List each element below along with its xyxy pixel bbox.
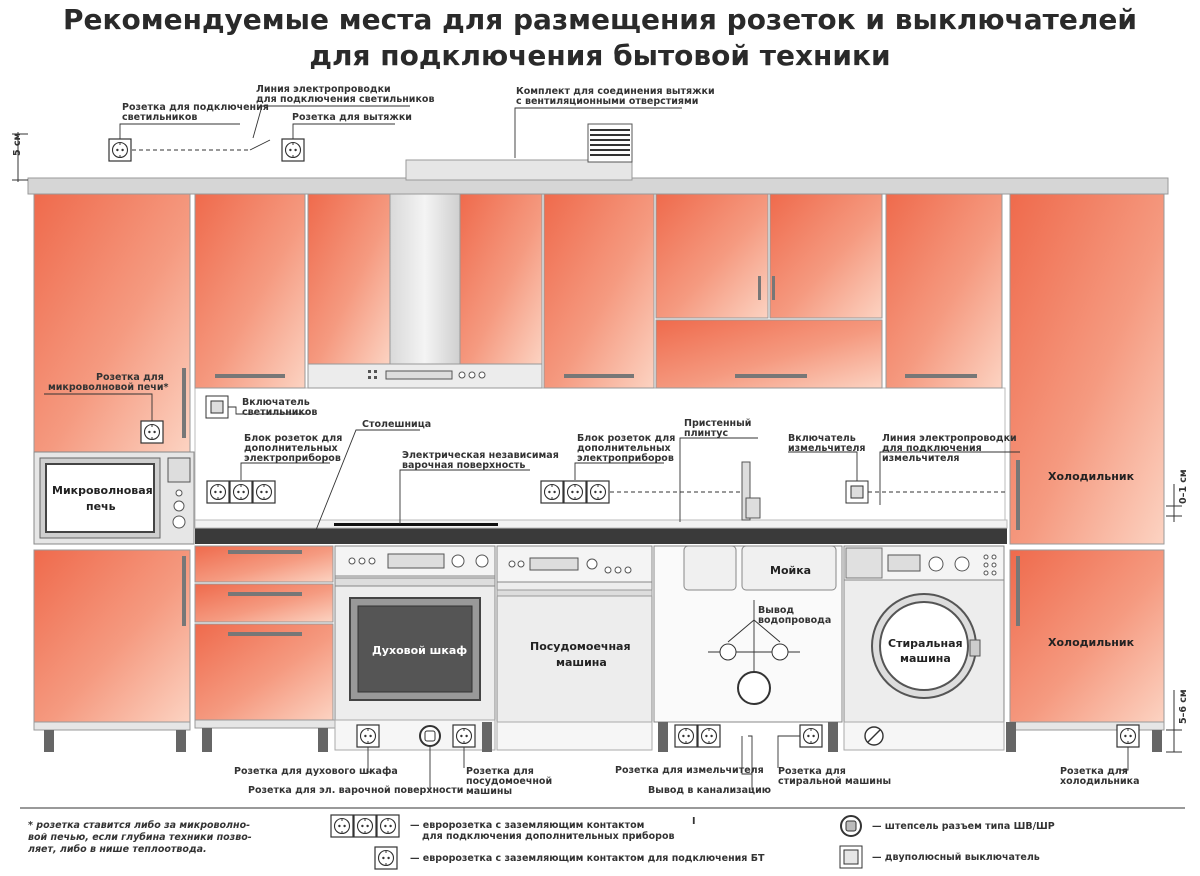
- label-grinder-switch-2: измельчителя: [788, 443, 866, 454]
- socket-grinder-icon: [675, 725, 720, 747]
- label-hob-socket: Розетка для эл. варочной поверхности: [248, 785, 464, 796]
- socket-block-left-icon: [207, 481, 275, 503]
- label-washer-socket-2: стиральной машины: [778, 776, 892, 787]
- label-microwave-socket-2: микроволновой печи*: [48, 382, 169, 393]
- legend-euro-single-icon: [375, 847, 397, 869]
- washer-label-2: машина: [900, 652, 951, 665]
- label-block-right-3: электроприборов: [577, 453, 674, 464]
- label-hood-kit-1: Комплект для соединения вытяжки: [516, 86, 715, 97]
- legend-plug: — штепсель разъем типа ШВ/ШР: [872, 821, 1055, 832]
- legend-euro-block-2: для подключения дополнительных приборов: [422, 831, 675, 842]
- legend-switch: — двуполюсный выключатель: [872, 852, 1040, 863]
- socket-lamp-icon: [109, 139, 131, 161]
- label-plinth-2: плинтус: [684, 428, 729, 439]
- label-lamp-switch-2: светильников: [242, 407, 318, 418]
- label-fridge-socket-2: холодильника: [1060, 776, 1140, 787]
- dishwasher-label-2: машина: [556, 656, 607, 669]
- socket-microwave-icon: [141, 421, 163, 443]
- dim-0-1cm: 0–1 см: [1178, 469, 1189, 504]
- dim-5cm: 5 см: [12, 132, 23, 156]
- label-microwave-socket-1: Розетка для: [96, 372, 164, 383]
- socket-block-right-icon: [541, 481, 609, 503]
- page-title-line1: Рекомендуемые места для размещения розеток и выключателей: [62, 3, 1138, 36]
- label-block-left-3: электроприборов: [244, 453, 341, 464]
- label-block-right-1: Блок розеток для: [577, 433, 676, 444]
- shutoff-valve-icon: [865, 727, 883, 745]
- label-grinder-line-2: для подключения: [882, 443, 982, 454]
- legend-note-3: ляет, либо в нише теплоотвода.: [28, 844, 207, 855]
- label-dishwasher-socket-2: посудомоечной: [466, 776, 553, 787]
- label-hob-1: Электрическая независимая: [402, 450, 559, 461]
- label-hob-2: варочная поверхность: [402, 460, 526, 471]
- switch-grinder-icon: [846, 481, 868, 503]
- label-fridge-socket-1: Розетка для: [1060, 766, 1128, 777]
- label-block-right-2: дополнительных: [577, 443, 671, 454]
- socket-fridge-icon: [1117, 725, 1139, 747]
- legend-note-1: * розетка ставится либо за микроволно-: [28, 820, 251, 831]
- label-water-outlet-2: водопровода: [758, 615, 832, 626]
- label-block-left-1: Блок розеток для: [244, 433, 343, 444]
- socket-washer-icon: [800, 725, 822, 747]
- label-lamp-line-2: для подключения светильников: [256, 94, 435, 105]
- legend-page-mark: I: [692, 816, 696, 827]
- label-block-left-2: дополнительных: [244, 443, 338, 454]
- label-water-outlet-1: Вывод: [758, 605, 795, 616]
- vent-grille-icon: [588, 124, 632, 162]
- legend-euro-single: — евророзетка с заземляющим контактом для подключения БТ: [410, 853, 765, 864]
- label-lamp-socket-2: светильников: [122, 112, 198, 123]
- label-oven-socket: Розетка для духового шкафа: [234, 766, 398, 777]
- label-lamp-socket-1: Розетка для подключения: [122, 102, 269, 113]
- page-title-line2: для подключения бытовой техники: [309, 39, 891, 72]
- legend-switch-icon: [840, 846, 862, 868]
- label-dishwasher-socket-1: Розетка для: [466, 766, 534, 777]
- fridge-label-top: Холодильник: [1048, 470, 1135, 483]
- microwave-label-1: Микроволновая: [52, 484, 153, 497]
- sink-label: Мойка: [770, 564, 812, 577]
- label-hood-kit-2: с вентиляционными отверстиями: [516, 96, 699, 107]
- label-grinder-line-3: измельчителя: [882, 453, 960, 464]
- washer-label-1: Стиральная: [888, 637, 963, 650]
- label-lamp-switch-1: Включатель: [242, 397, 310, 408]
- oven-label: Духовой шкаф: [372, 644, 468, 657]
- label-washer-socket-1: Розетка для: [778, 766, 846, 777]
- cabinet-left-top: [34, 194, 190, 452]
- legend-euro-block-1: — евророзетка с заземляющим контактом: [410, 820, 645, 831]
- dim-5-6cm: 5–6 см: [1178, 689, 1189, 724]
- plug-hob-icon: [420, 726, 440, 746]
- microwave-label-2: печь: [86, 500, 116, 513]
- legend-plug-icon: [841, 816, 861, 836]
- label-hood-socket: Розетка для вытяжки: [292, 112, 412, 123]
- label-grinder-switch-1: Включатель: [788, 433, 856, 444]
- label-drain: Вывод в канализацию: [648, 785, 771, 796]
- socket-hood-icon: [282, 139, 304, 161]
- legend-note-2: вой печью, если глубина техники позво-: [28, 832, 252, 843]
- fridge-label-bottom: Холодильник: [1048, 636, 1135, 649]
- socket-oven-icon: [357, 725, 379, 747]
- cabinet-upper-1: [195, 194, 305, 388]
- label-grinder-line-1: Линия электропроводки: [882, 433, 1017, 444]
- label-countertop: Столешница: [362, 419, 432, 430]
- legend-euro-block-icon: [331, 815, 399, 837]
- label-grinder-socket: Розетка для измельчителя: [615, 765, 764, 776]
- label-plinth-1: Пристенный: [684, 418, 752, 429]
- dishwasher-label-1: Посудомоечная: [530, 640, 631, 653]
- switch-lamp-icon: [206, 396, 228, 418]
- label-dishwasher-socket-3: машины: [466, 786, 513, 797]
- socket-dishwasher-icon: [453, 725, 475, 747]
- label-lamp-line-1: Линия электропроводки: [256, 84, 391, 95]
